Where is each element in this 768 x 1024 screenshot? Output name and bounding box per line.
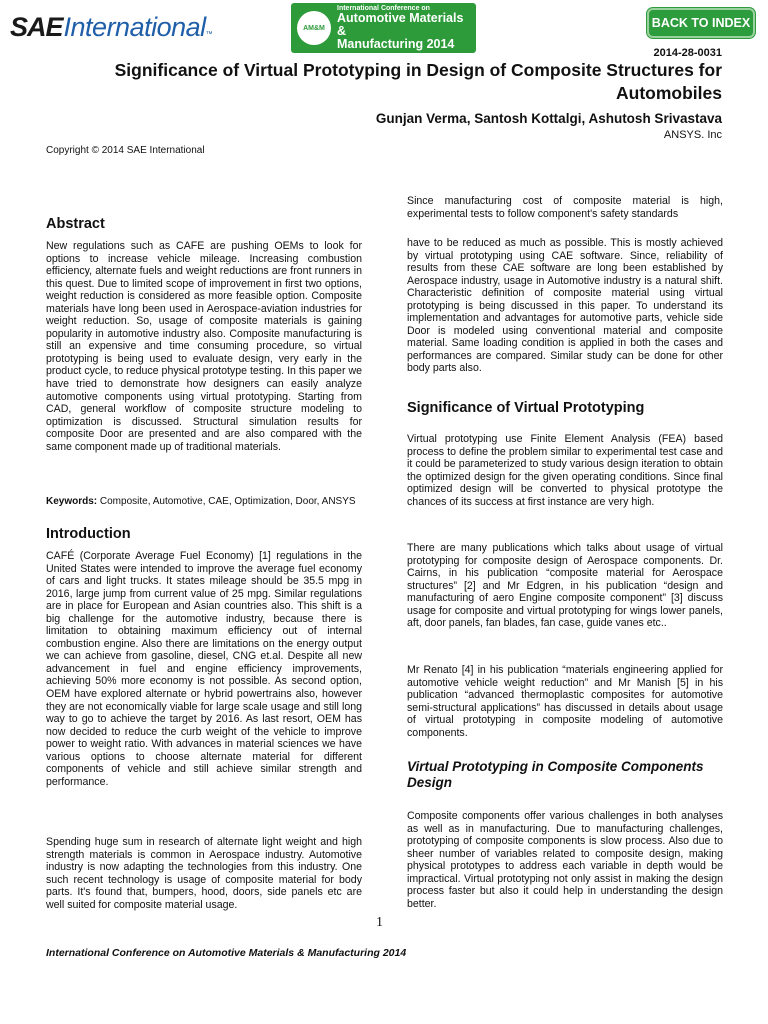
conference-line-3: Manufacturing 2014	[337, 37, 455, 52]
significance-paragraph-2: There are many publications which talks about usage of virtual prototyping for composite design of Aerospace components. Dr. Cairns, in his publication “composite material for Aerospace structures” [2] and Mr Edgren, in his publication “design and manufacturing of aero Engine composite component” [3] discuss usage for composite and virtual prototyping for wings lower panels, aft, door panels, fan blades, fan case, guide vanes etc..	[407, 542, 723, 630]
logo-international: International	[63, 12, 206, 42]
back-to-index-button[interactable]: BACK TO INDEX	[647, 8, 755, 38]
paper-id: 2014-28-0031	[653, 47, 722, 59]
significance-paragraph-3: Mr Renato [4] in his publication “materials engineering applied for automotive vehicle weight reduction” and Mr Manish [5] in his publication “advanced thermoplastic composites for automotive semi-structural applications” has discussed in details about usage of virtual prototyping in composite modeling of automotive components.	[407, 664, 723, 739]
significance-heading: Significance of Virtual Prototyping	[407, 400, 645, 416]
conference-badge-icon: AM&M	[297, 11, 331, 45]
vp-composite-heading: Virtual Prototyping in Composite Components Design	[407, 759, 704, 790]
introduction-paragraph-3: Since manufacturing cost of composite material is high, experimental tests to follow component's safety standards	[407, 195, 723, 220]
keywords-list: Composite, Automotive, CAE, Optimization, Door, ANSYS	[97, 496, 356, 507]
affiliation: ANSYS. Inc	[663, 129, 722, 141]
significance-paragraph-1: Virtual prototyping use Finite Element Analysis (FEA) based process to define the problem similar to experimental test case and it could be parameterized to study various design iteration to obtain the optimized design for the given operating conditions. Since final optimized design will be converted to physical prototype the chances of its success at first instance are very high.	[407, 433, 723, 508]
copyright: Copyright © 2014 SAE International	[46, 145, 205, 156]
introduction-paragraph-2: Spending huge sum in research of alternate light weight and high strength materials is common in Aerospace industry. Automotive industry is now adapting the technologies from this industry. One such recent technology is usage of composite material for body parts. It's found that, bumpers, hood, doors, side panels etc are well suited for composite material usage.	[46, 836, 362, 911]
paper-title	[46, 59, 722, 105]
introduction-paragraph-1: CAFÉ (Corporate Average Fuel Economy) [1] regulations in the United States were intended to improve the average fuel economy of cars and light trucks. It states mileage should be 35.5 mpg in 2016, large jump from current value of 25 mpg. Similar regulations are in place for European and Asian countries also. This shift is a big challenge for the automotive industry, because there is limitation to obtaining maximum efficiency out of internal combustion engine. Also there are limitations on the energy output we can achieve from gasoline, diesel, CNG et.al. Despite all new advancement in fuel and engine efficiency improvements, achieving 50% more economy is not possible. As second option, OEM have explored alternate or hybrid powertrains also, however they are not economically viable for large scale usage and still long way to go to achieve the target by 2016. As last resort, OEM has now decided to reduce the curb weight of the vehicle to improve power to weight ratio. With advances in material sciences we have various options to choose alternate material for different components of vehicle and still achieve similar strength and performance.	[46, 550, 362, 788]
introduction-heading: Introduction	[46, 526, 131, 542]
logo-trademark: ™	[205, 31, 213, 38]
authors: Gunjan Verma, Santosh Kottalgi, Ashutosh Srivastava	[375, 111, 722, 126]
logo-sae: SAE	[10, 12, 63, 42]
abstract-text: New regulations such as CAFE are pushing OEMs to look for options to increase vehicle mileage. Increasing combustion efficiency, alternate fuels and weight reductions are front runners in this quest. Due to limited scope of improvement in first two options, weight reduction is considered as more feasible option. Composite materials have long been used in Aerospace-aviation industries for weight reduction. So, usage of composite materials is gaining popularity in automotive industry also. Composite manufacturing is still an expensive and time consuming procedure, so virtual prototyping is being used to evaluate design, very early in the product cycle, to reduce physical prototype testing. In this paper we have tried to demonstrate how designers can easily analyze automotive components using virtual prototyping. Starting from CAD, general workflow of composite structure modeling to optimization is discussed. Structural simulation results for composite Door are presented and are also compared with the same component made up of traditional materials.	[46, 240, 362, 453]
page-number: 1	[376, 915, 383, 930]
conference-line-2: Automotive Materials &	[337, 10, 464, 39]
conference-banner	[291, 3, 476, 53]
keywords-label: Keywords:	[46, 496, 98, 507]
vp-composite-paragraph-1: Composite components offer various challenges in both analyses as well as in manufacturing. Due to manufacturing challenges, prototyping of composite components is slow process. Also due to sheer number of variables related to composite design, making physical prototypes to address each variable in depth would be impractical. Virtual prototyping not only assist in making the design process faster but also it could help in understanding the design better.	[407, 810, 723, 910]
abstract-heading: Abstract	[46, 216, 105, 232]
sae-international-logo	[10, 12, 213, 44]
keywords	[46, 496, 362, 509]
conference-line-1: International Conference on	[337, 4, 430, 12]
title-line-1: Significance of Virtual Prototyping in Design of Composite Structures for	[114, 60, 722, 80]
footer-conference-name: International Conference on Automotive Materials & Manufacturing 2014	[46, 947, 407, 959]
title-line-2: Automobiles	[616, 83, 722, 103]
introduction-paragraph-4: have to be reduced as much as possible. This is mostly achieved by virtual prototyping using CAE software. Since, reliability of results from these CAE software are long been established by Aerospace industry, usage in Automotive industry is a natural shift. Characteristic definition of composite material using virtual prototyping is being discussed in this paper. To understand its implementation and advantages for automotive parts, vehicle side Door is modeled using conventional material and composite material. Same loading condition is applied in both the cases and performances are compared. Similar study can be done for other body parts also.	[407, 237, 723, 375]
